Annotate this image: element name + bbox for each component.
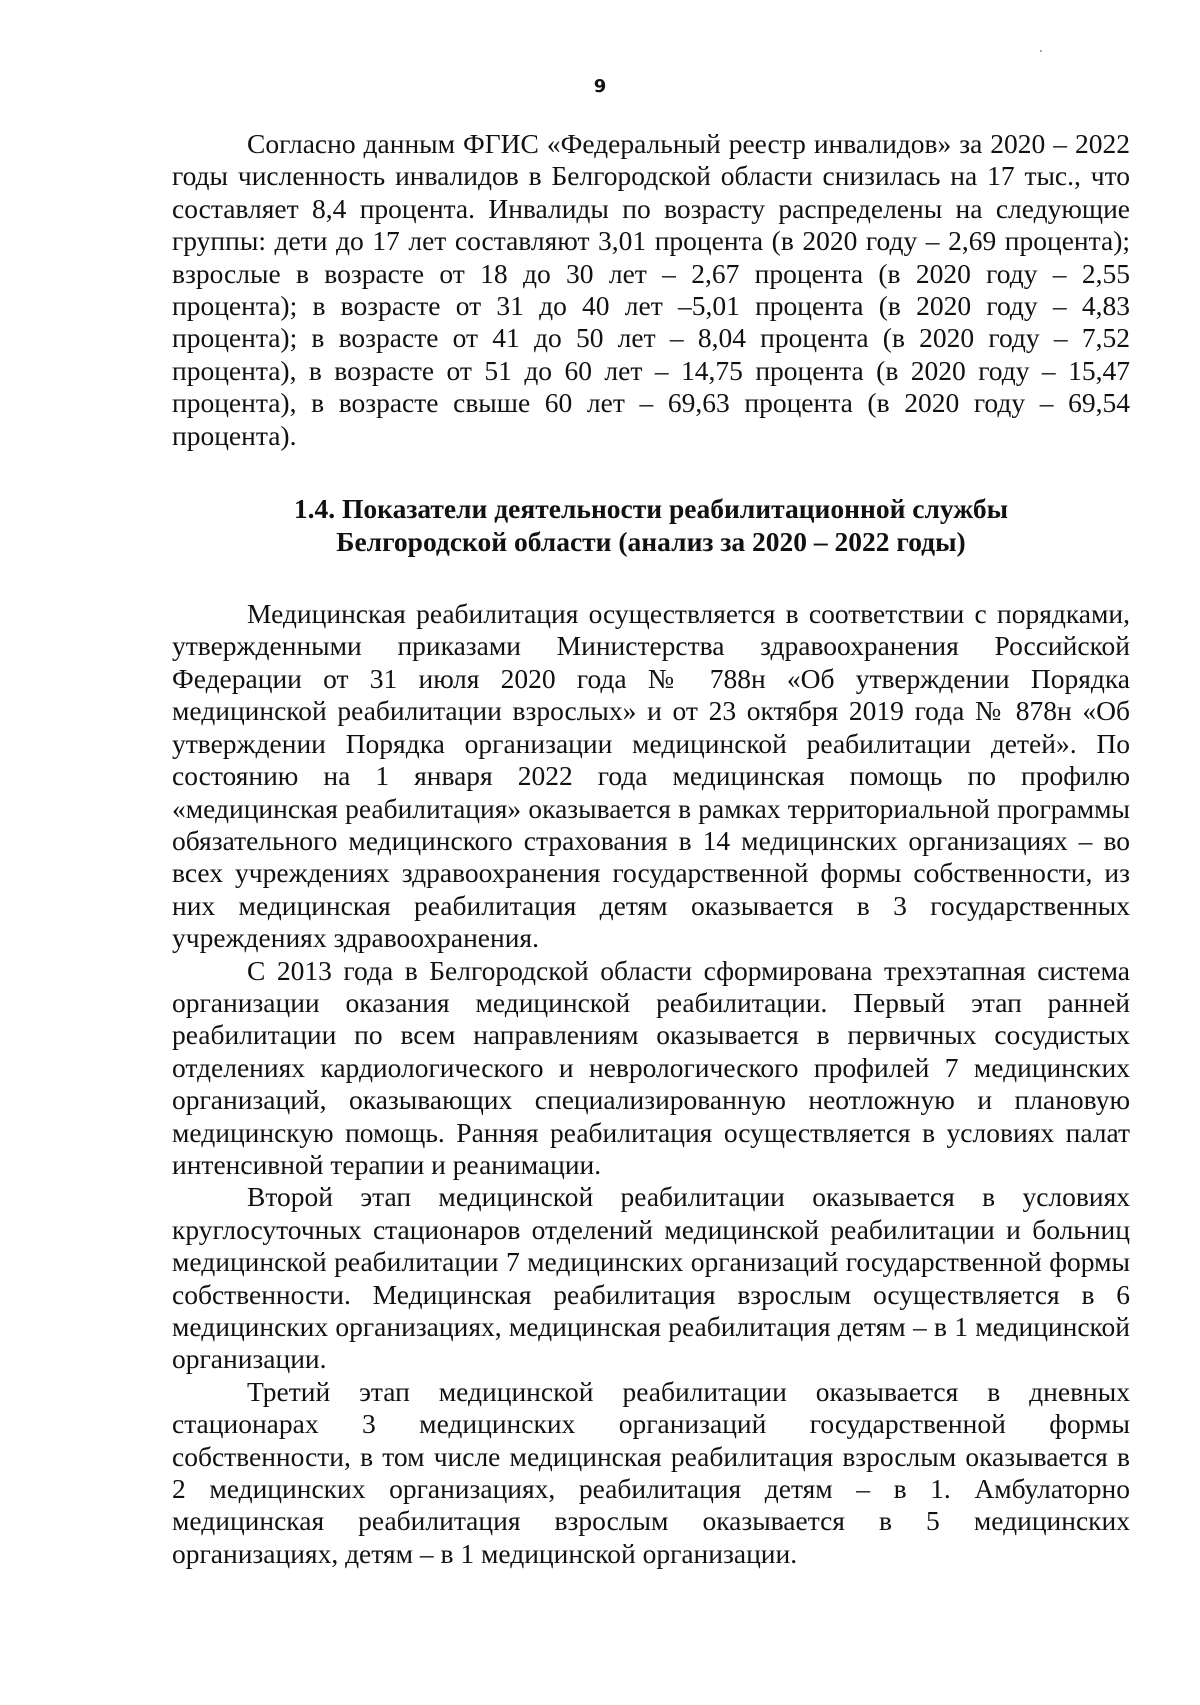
paragraph-disability-statistics: Согласно данным ФГИС «Федеральный реестр инвалидов» за 2020 – 2022 годы численность инвалидов в Белгородской области снизилась на 17 тыс., что составляет 8,4 процента. Инвалиды по возрасту распределены на следующие группы: дети до 17 лет составляют 3,01 процента (в 2020 году – 2,69 процента); взрослые в возрасте от 18 до 30 лет – 2,67 процента (в 2020 году – 2,55 процента); в возрасте от 31 до 40 лет –5,01 процента (в 2020 году – 4,83 процента); в возрасте от 41 до 50 лет – 8,04 процента (в 2020 году – 7,52 процента), в возрасте от 51 до 60 лет – 14,75 процента (в 2020 году – 15,47 процента), в возрасте свыше 60 лет – 69,63 процента (в 2020 году – 69,54 процента). (172, 128, 1130, 451)
section-heading-line-1: 1.4. Показатели деятельности реабилитационной службы (293, 493, 1009, 525)
paragraph-rehab-orders: Медицинская реабилитация осуществляется в соответствии с порядками, утвержденными приказами Министерства здравоохранения Российской Федерации от 31 июля 2020 года № 788н «Об утверждении Порядка медицинской реабилитации взрослых» и от 23 октября 2019 года № 878н «Об утверждении Порядка организации медицинской реабилитации детей». По состоянию на 1 января 2022 года медицинская помощь по профилю «медицинская реабилитация» оказывается в рамках территориальной программы обязательного медицинского страхования в 14 медицинских организациях – во всех учреждениях здравоохранения государственной формы собственности, из них медицинская реабилитация детям оказывается в 3 государственных учреждениях здравоохранения. (172, 598, 1130, 954)
page-number: 9 (593, 76, 607, 97)
page-body (172, 128, 1130, 1570)
section-heading-line-2: Белгородской области (анализ за 2020 – 2022 годы) (336, 526, 966, 558)
paragraph-three-stage-system: С 2013 года в Белгородской области сформирована трехэтапная система организации оказания медицинской реабилитации. Первый этап ранней реабилитации по всем направлениям оказывается в первичных сосудистых отделениях кардиологического и неврологического профилей 7 медицинских организаций, оказывающих специализированную неотложную и плановую медицинскую помощь. Ранняя реабилитация осуществляется в условиях палат интенсивной терапии и реанимации. (172, 954, 1130, 1180)
section-heading (172, 492, 1130, 558)
paragraph-third-stage: Третий этап медицинской реабилитации оказывается в дневных стационарах 3 медицинских организаций государственной формы собственности, в том числе медицинская реабилитация взрослым оказывается в 2 медицинских организациях, реабилитация детям – в 1. Амбулаторно медицинская реабилитация взрослым оказывается в 5 медицинских организациях, детям – в 1 медицинской организации. (172, 1375, 1130, 1569)
scan-speck (1040, 50, 1042, 52)
paragraph-second-stage: Второй этап медицинской реабилитации оказывается в условиях круглосуточных стационаров отделений медицинской реабилитации и больниц медицинской реабилитации 7 медицинских организаций государственной формы собственности. Медицинская реабилитация взрослым осуществляется в 6 медицинских организациях, медицинская реабилитация детям – в 1 медицинской организации. (172, 1181, 1130, 1375)
